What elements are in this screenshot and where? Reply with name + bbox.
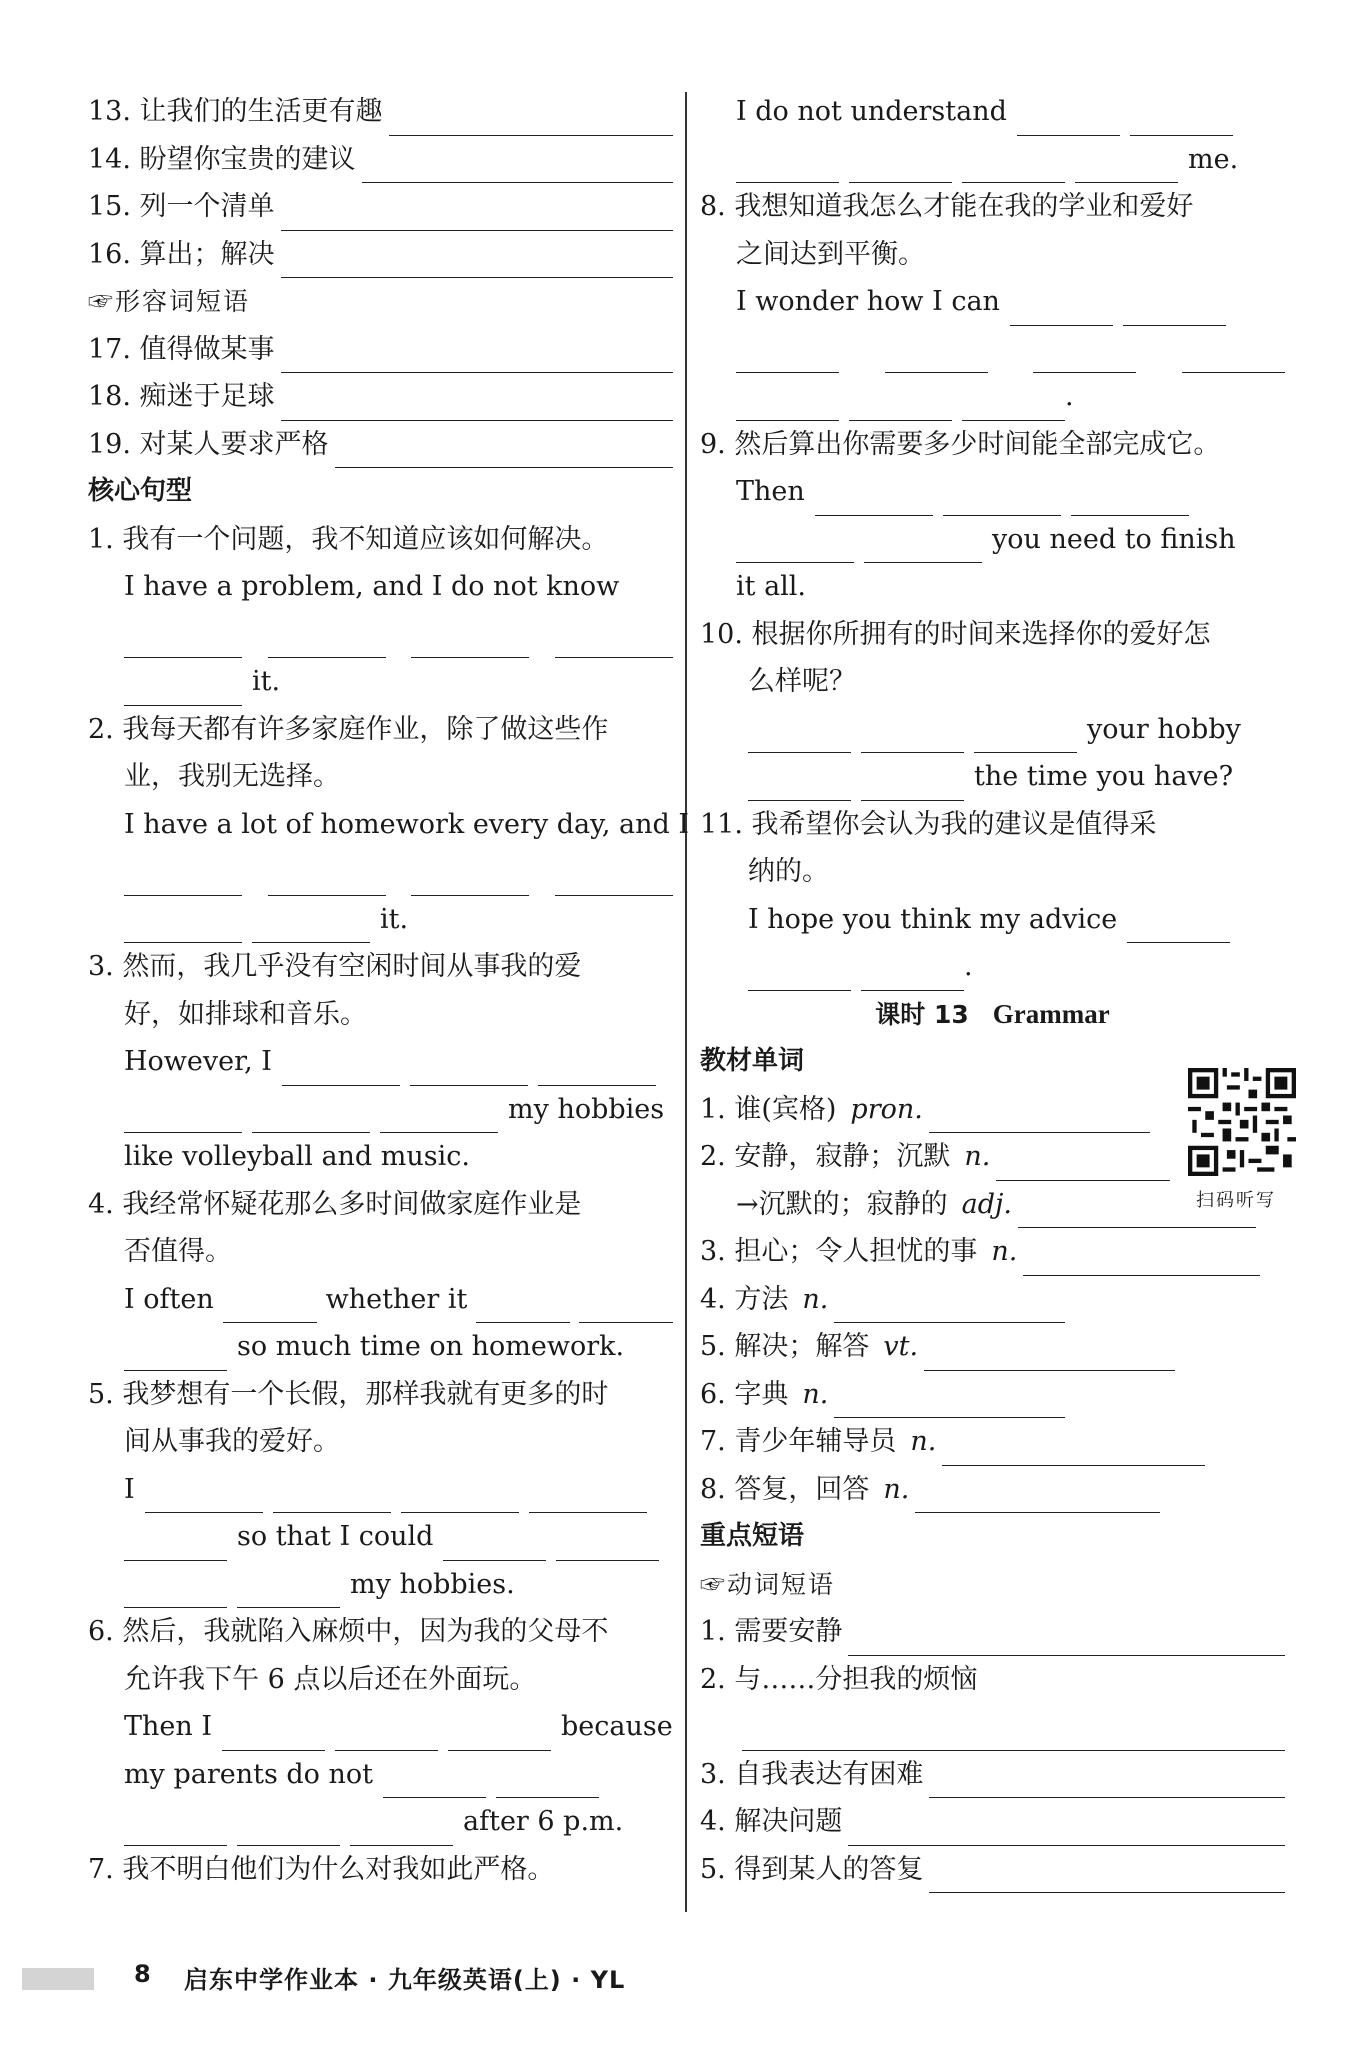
blank-row: my hobbies. [88, 1561, 673, 1609]
answer-blank[interactable] [736, 390, 839, 421]
answer-blank[interactable] [736, 532, 854, 563]
qr-code-icon[interactable] [1188, 1068, 1296, 1176]
verb-phrase-header: ☞动词短语 [700, 1569, 836, 1599]
blank-row: I often whether it [88, 1276, 673, 1324]
answer-blank[interactable] [496, 1767, 599, 1798]
word-item: 4. 方法 n. [700, 1276, 1065, 1324]
answer-blank[interactable] [962, 390, 1065, 421]
phrase-item: 5. 得到某人的答复 [700, 1846, 1285, 1894]
book-title: 启东中学作业本 · 九年级英语(上) · YL [184, 1966, 626, 1994]
sentence-cn: 允许我下午 6 点以后还在外面玩。 [124, 1663, 537, 1695]
sentence-cn: 6. 然后，我就陷入麻烦中，因为我的父母不 [88, 1616, 609, 1647]
sentence-cn: 之间达到平衡。 [736, 238, 925, 270]
answer-blank[interactable] [815, 485, 933, 516]
answer-blank[interactable] [555, 865, 673, 896]
phrase-item: 2. 与……分担我的烦恼 [700, 1663, 978, 1695]
blank-row [88, 848, 673, 896]
answer-blank[interactable] [383, 1767, 486, 1798]
answer-blank[interactable] [124, 865, 242, 896]
answer-blank[interactable] [252, 912, 370, 943]
page-footer [22, 1960, 922, 2000]
word-item: →沉默的；寂静的 adj. [700, 1181, 1256, 1229]
answer-blank[interactable] [362, 152, 673, 183]
answer-blank[interactable] [1123, 295, 1226, 326]
phrase-item: 16. 算出；解决 [88, 231, 673, 279]
blank-row: it. [88, 896, 673, 944]
answer-blank[interactable] [1023, 1245, 1260, 1276]
answer-blank[interactable] [848, 1625, 1285, 1656]
word-item: 3. 担心；令人担忧的事 n. [700, 1228, 1260, 1276]
answer-blank[interactable] [380, 1102, 498, 1133]
word-item: 7. 青少年辅导员 n. [700, 1418, 1205, 1466]
sentence-cn: 2. 我每天都有许多家庭作业，除了做这些作 [88, 713, 609, 745]
sentence-en: like volleyball and music. [124, 1141, 470, 1172]
footer-bar [22, 1968, 94, 1990]
answer-blank[interactable] [861, 770, 964, 801]
sentence-cn: 么样呢？ [748, 666, 856, 697]
answer-blank[interactable] [268, 627, 386, 658]
answer-blank[interactable] [124, 1577, 227, 1608]
answer-blank[interactable] [1182, 342, 1285, 373]
answer-blank[interactable] [848, 1815, 1285, 1846]
answer-blank[interactable] [579, 1292, 673, 1323]
blank-row: I do not understand [700, 88, 1285, 136]
word-item: 5. 解决；解答 vt. [700, 1323, 1175, 1371]
sentence-cn: 10. 根据你所拥有的时间来选择你的爱好怎 [700, 618, 1211, 650]
word-item: 8. 答复，回答 n. [700, 1466, 1160, 1514]
sentence-cn: 9. 然后算出你需要多少时间能全部完成它。 [700, 428, 1221, 460]
right-column [700, 88, 1285, 1893]
answer-blank[interactable] [943, 485, 1061, 516]
sentence-cn: 1. 我有一个问题，我不知道应该如何解决。 [88, 523, 609, 555]
blank-row: Then I because [88, 1703, 673, 1751]
answer-blank[interactable] [124, 675, 242, 706]
phrase-item: 14. 盼望你宝贵的建议 [88, 136, 673, 184]
blank-row: the time you have? [700, 753, 1285, 801]
blank-row: your hobby [700, 706, 1285, 754]
word-item: 6. 字典 n. [700, 1371, 1065, 1419]
answer-blank[interactable] [476, 1292, 570, 1323]
blank-row: I wonder how I can [700, 278, 1285, 326]
word-item: 2. 安静，寂静；沉默 n. [700, 1133, 1170, 1181]
blank-row: my parents do not [88, 1751, 673, 1799]
page-number: 8 [134, 1960, 151, 1988]
answer-blank[interactable] [742, 1720, 1285, 1751]
blank-row: I [88, 1466, 673, 1514]
sentence-cn: 否值得。 [124, 1236, 232, 1267]
answer-blank[interactable] [1071, 485, 1189, 516]
answer-blank[interactable] [929, 1102, 1150, 1133]
answer-blank[interactable] [448, 1720, 551, 1751]
answer-blank[interactable] [145, 1482, 263, 1513]
sentence-en: it all. [736, 571, 807, 602]
sentence-cn: 8. 我想知道我怎么才能在我的学业和爱好 [700, 191, 1194, 222]
answer-blank[interactable] [861, 960, 964, 991]
answer-blank[interactable] [282, 1055, 400, 1086]
answer-blank[interactable] [281, 247, 673, 278]
answer-blank[interactable] [748, 722, 851, 753]
answer-blank[interactable] [834, 1387, 1065, 1418]
answer-blank[interactable] [411, 865, 529, 896]
phrase-item: 4. 解决问题 [700, 1798, 1285, 1846]
phrase-item: 19. 对某人要求严格 [88, 421, 673, 469]
sentence-cn: 5. 我梦想有一个长假，那样我就有更多的时 [88, 1378, 609, 1410]
blank-row: . [700, 943, 1285, 991]
blank-row: Then [700, 468, 1285, 516]
answer-blank[interactable] [335, 437, 673, 468]
blank-row: so much time on homework. [88, 1323, 673, 1371]
answer-blank[interactable] [556, 1530, 659, 1561]
answer-blank[interactable] [268, 865, 386, 896]
column-divider [685, 92, 687, 1912]
answer-blank[interactable] [555, 627, 673, 658]
answer-blank[interactable] [124, 1815, 227, 1846]
answer-blank[interactable] [410, 1055, 528, 1086]
sentence-cn: 业，我别无选择。 [124, 761, 340, 792]
answer-blank[interactable] [124, 1530, 227, 1561]
phrase-item: 1. 需要安静 [700, 1608, 1285, 1656]
word-item: 1. 谁(宾格) pron. [700, 1086, 1150, 1134]
answer-blank[interactable] [849, 390, 952, 421]
sentence-cn: 7. 我不明白他们为什么对我如此严格。 [88, 1853, 555, 1885]
sentence-cn: 好，如排球和音乐。 [124, 998, 367, 1030]
answer-blank[interactable] [864, 532, 982, 563]
sentence-cn: 纳的。 [748, 856, 829, 887]
answer-blank[interactable] [389, 105, 673, 136]
blank-row: it. [88, 658, 673, 706]
answer-blank[interactable] [1017, 105, 1120, 136]
blank-row: . [700, 373, 1285, 421]
sentence-en: I have a lot of homework every day, and I [124, 808, 690, 840]
answer-blank[interactable] [222, 1720, 325, 1751]
blank-row: me. [700, 136, 1285, 184]
blank-row [700, 1703, 1285, 1751]
answer-blank[interactable] [942, 1435, 1205, 1466]
answer-blank[interactable] [929, 1767, 1285, 1798]
phrase-item: 17. 值得做某事 [88, 326, 673, 374]
answer-blank[interactable] [124, 912, 242, 943]
phrase-item: 13. 让我们的生活更有趣 [88, 88, 673, 136]
phrase-item: 15. 列一个清单 [88, 183, 673, 231]
answer-blank[interactable] [538, 1055, 656, 1086]
answer-blank[interactable] [411, 627, 529, 658]
answer-blank[interactable] [736, 342, 839, 373]
answer-blank[interactable] [252, 1102, 370, 1133]
answer-blank[interactable] [281, 390, 673, 421]
answer-blank[interactable] [350, 1815, 453, 1846]
answer-blank[interactable] [237, 1577, 340, 1608]
answer-blank[interactable] [1010, 295, 1113, 326]
answer-blank[interactable] [1075, 152, 1178, 183]
answer-blank[interactable] [529, 1482, 647, 1513]
answer-blank[interactable] [736, 152, 839, 183]
blank-row: I hope you think my advice [700, 896, 1285, 944]
blank-row: my hobbies [88, 1086, 673, 1134]
adj-phrase-header: ☞形容词短语 [88, 287, 251, 316]
answer-blank[interactable] [849, 152, 952, 183]
core-sentence-header: 核心句型 [88, 476, 193, 506]
answer-blank[interactable] [1033, 342, 1136, 373]
answer-blank[interactable] [1130, 105, 1233, 136]
answer-blank[interactable] [929, 1862, 1285, 1893]
answer-blank[interactable] [834, 1292, 1065, 1323]
answer-blank[interactable] [281, 342, 673, 373]
qr-label: 扫码听写 [1196, 1190, 1276, 1211]
phrase-item: 3. 自我表达有困难 [700, 1751, 1285, 1799]
answer-blank[interactable] [748, 770, 851, 801]
words-header: 教材单词 [700, 1046, 805, 1076]
answer-blank[interactable] [124, 1102, 242, 1133]
sentence-cn: 间从事我的爱好。 [124, 1426, 340, 1457]
answer-blank[interactable] [401, 1482, 519, 1513]
lesson-title: 课时 13 Grammar [875, 998, 1110, 1029]
phrase-item: 18. 痴迷于足球 [88, 373, 673, 421]
sentence-cn: 3. 然而，我几乎没有空闲时间从事我的爱 [88, 951, 582, 982]
answer-blank[interactable] [273, 1482, 391, 1513]
answer-blank[interactable] [124, 1340, 227, 1371]
blank-row [88, 611, 673, 659]
blank-row: However, I [88, 1038, 673, 1086]
answer-blank[interactable] [124, 627, 242, 658]
blank-row: so that I could [88, 1513, 673, 1561]
sentence-cn: 11. 我希望你会认为我的建议是值得采 [700, 808, 1157, 840]
answer-blank[interactable] [996, 1150, 1170, 1181]
answer-blank[interactable] [962, 152, 1065, 183]
answer-blank[interactable] [237, 1815, 340, 1846]
answer-blank[interactable] [885, 342, 988, 373]
answer-blank[interactable] [924, 1340, 1175, 1371]
answer-blank[interactable] [915, 1482, 1160, 1513]
answer-blank[interactable] [861, 722, 964, 753]
sentence-en: I have a problem, and I do not know [124, 571, 620, 602]
sentence-cn: 4. 我经常怀疑花那么多时间做家庭作业是 [88, 1188, 582, 1220]
blank-row: you need to finish [700, 516, 1285, 564]
answer-blank[interactable] [335, 1720, 438, 1751]
answer-blank[interactable] [1127, 912, 1230, 943]
blank-row [700, 326, 1285, 374]
answer-blank[interactable] [748, 960, 851, 991]
blank-row: after 6 p.m. [88, 1798, 673, 1846]
answer-blank[interactable] [443, 1530, 546, 1561]
answer-blank[interactable] [281, 200, 673, 231]
left-column [88, 88, 690, 1893]
phrases-header: 重点短语 [700, 1521, 805, 1551]
answer-blank[interactable] [974, 722, 1077, 753]
answer-blank[interactable] [223, 1292, 317, 1323]
